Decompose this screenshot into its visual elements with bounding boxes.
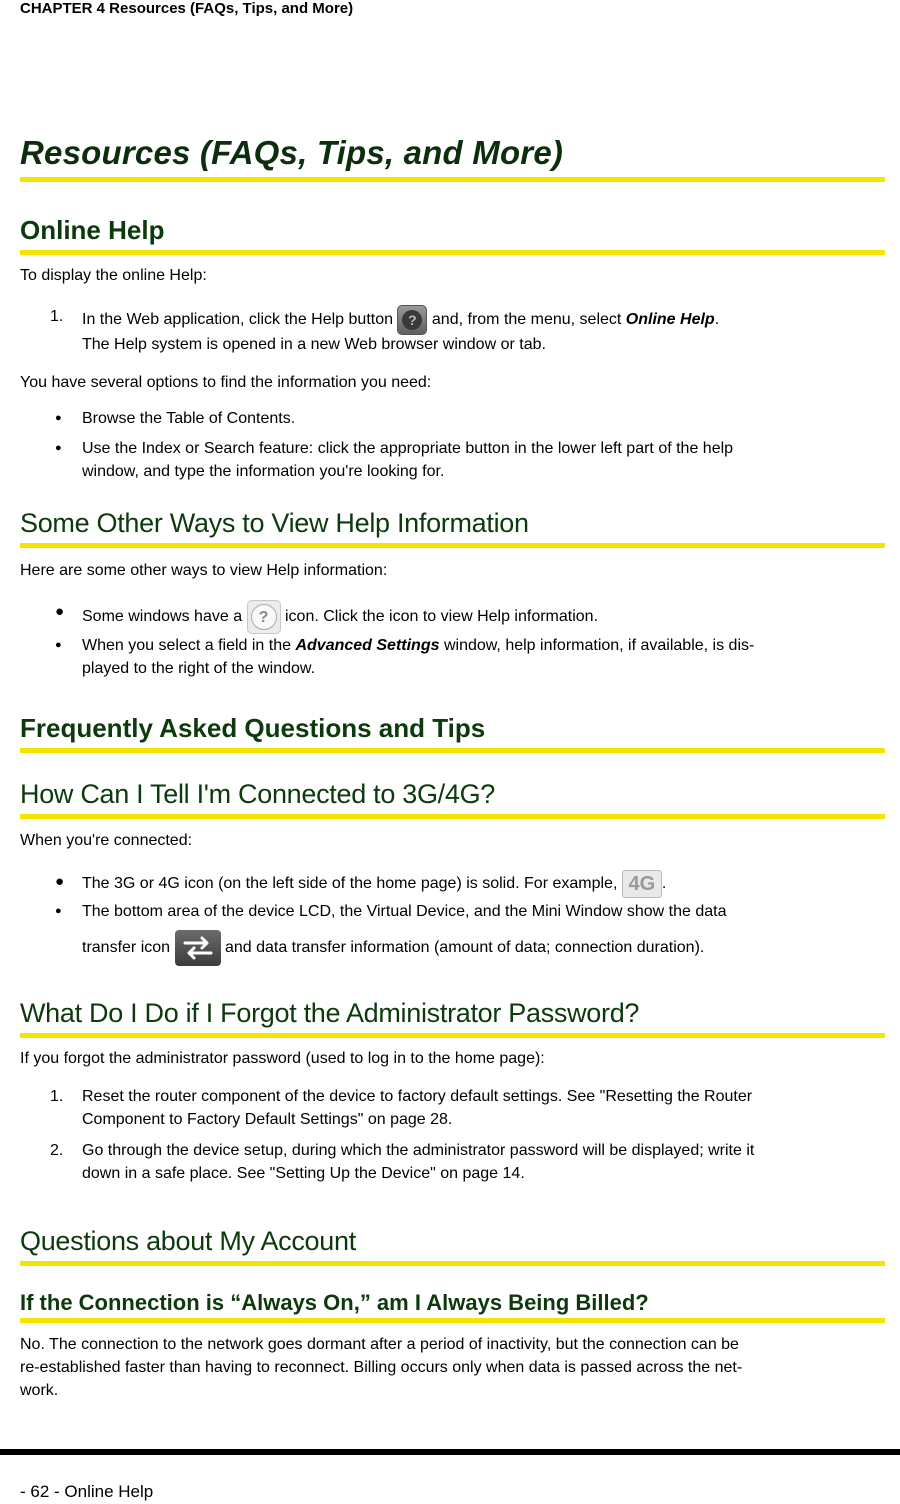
step1-text-end: .: [714, 311, 720, 329]
step1-online-help-label: Online Help: [625, 311, 715, 329]
connected-intro: When you're connected:: [20, 832, 193, 849]
connected-bullet1: [82, 870, 887, 898]
faq-rule: [20, 748, 885, 753]
other-bullet2-post: window, help information, if available, is dis-: [443, 637, 755, 654]
password-rule: [20, 1033, 885, 1038]
online-help-intro: To display the online Help:: [20, 267, 207, 284]
bullet-icon: ●: [55, 873, 65, 890]
other-ways-bullet2: [82, 634, 887, 657]
connected-bullet2-line1: The bottom area of the device LCD, the Virtual Device, and the Mini Window show the data: [82, 903, 727, 920]
data-transfer-icon: [175, 930, 221, 966]
title-rule: [20, 177, 885, 182]
online-help-heading: Online Help: [20, 215, 165, 245]
password-step1-line1: Reset the router component of the device to factory default settings. See "Resetting the Router: [82, 1088, 753, 1105]
connected-bullet1-end: .: [661, 875, 667, 893]
connected-bullet1-pre: The 3G or 4G icon (on the left side of the home page) is solid. For example,: [82, 875, 618, 893]
account-rule: [20, 1261, 885, 1266]
bullet-icon: ●: [55, 905, 62, 917]
other-ways-bullet2-line2: played to the right of the window.: [82, 660, 316, 677]
other-bullet1-pre: Some windows have a: [82, 608, 243, 626]
help-button-icon: ?: [397, 305, 427, 335]
faq-heading: Frequently Asked Questions and Tips: [20, 713, 486, 743]
bullet-icon: ●: [55, 603, 65, 620]
page-footer: - 62 - Online Help: [20, 1482, 154, 1501]
step-number: 1.: [50, 308, 64, 325]
options-intro: You have several options to find the information you need:: [20, 374, 432, 391]
footer-rule: [0, 1449, 900, 1455]
connected-rule: [20, 814, 885, 819]
billing-line2: re-established faster than having to reconnect. Billing occurs only when data is passed across the net-: [20, 1359, 743, 1376]
options-bullet2-line1: Use the Index or Search feature: click the appropriate button in the lower left part of the help: [82, 440, 734, 457]
billing-line3: work.: [20, 1382, 59, 1399]
bullet-icon: ●: [55, 442, 62, 454]
billing-rule: [20, 1318, 885, 1323]
bullet-icon: ●: [55, 639, 62, 651]
online-help-step1: [82, 305, 887, 335]
connected-bullet2-line2: [82, 930, 887, 966]
page-title: Resources (FAQs, Tips, and More): [20, 134, 564, 171]
online-help-rule: [20, 250, 885, 255]
step1-text-pre: In the Web application, click the Help button: [82, 311, 393, 329]
other-ways-heading: Some Other Ways to View Help Information: [20, 508, 529, 538]
step1-result: The Help system is opened in a new Web browser window or tab.: [82, 336, 546, 353]
step-number: 2.: [50, 1142, 64, 1159]
billing-line1: No. The connection to the network goes dormant after a period of inactivity, but the connection can be: [20, 1336, 739, 1353]
bullet-icon: ●: [55, 412, 62, 424]
transfer-arrows-icon: [181, 935, 215, 961]
password-step2-line1: Go through the device setup, during which the administrator password will be displayed; write it: [82, 1142, 755, 1159]
connected-bullet2-post: and data transfer information (amount of data; connection duration).: [224, 939, 705, 957]
billing-heading: If the Connection is “Always On,” am I Always Being Billed?: [20, 1290, 649, 1315]
step1-text-mid: and, from the menu, select: [431, 311, 622, 329]
other-ways-intro: Here are some other ways to view Help information:: [20, 562, 388, 579]
other-ways-rule: [20, 543, 885, 548]
connected-bullet2-pre: transfer icon: [82, 939, 171, 957]
password-heading: What Do I Do if I Forgot the Administrator Password?: [20, 998, 640, 1028]
password-intro: If you forgot the administrator password (used to log in to the home page):: [20, 1050, 545, 1067]
step-number: 1.: [50, 1088, 64, 1105]
password-step2-line2: down in a safe place. See "Setting Up the Device" on page 14.: [82, 1165, 525, 1182]
help-question-icon: ?: [247, 600, 281, 634]
other-bullet2-pre: When you select a field in the: [82, 637, 292, 654]
account-heading: Questions about My Account: [20, 1226, 356, 1256]
advanced-settings-label: Advanced Settings: [295, 637, 440, 654]
other-ways-bullet1: [82, 600, 887, 634]
password-step1-line2: Component to Factory Default Settings" on page 28.: [82, 1111, 453, 1128]
options-bullet1: Browse the Table of Contents.: [82, 410, 296, 427]
options-bullet2-line2: window, and type the information you're looking for.: [82, 463, 445, 480]
other-bullet1-post: icon. Click the icon to view Help information.: [285, 608, 599, 626]
4g-icon: 4G: [622, 870, 662, 898]
connected-heading: How Can I Tell I'm Connected to 3G/4G?: [20, 779, 495, 809]
running-header: CHAPTER 4 Resources (FAQs, Tips, and More): [20, 0, 354, 17]
